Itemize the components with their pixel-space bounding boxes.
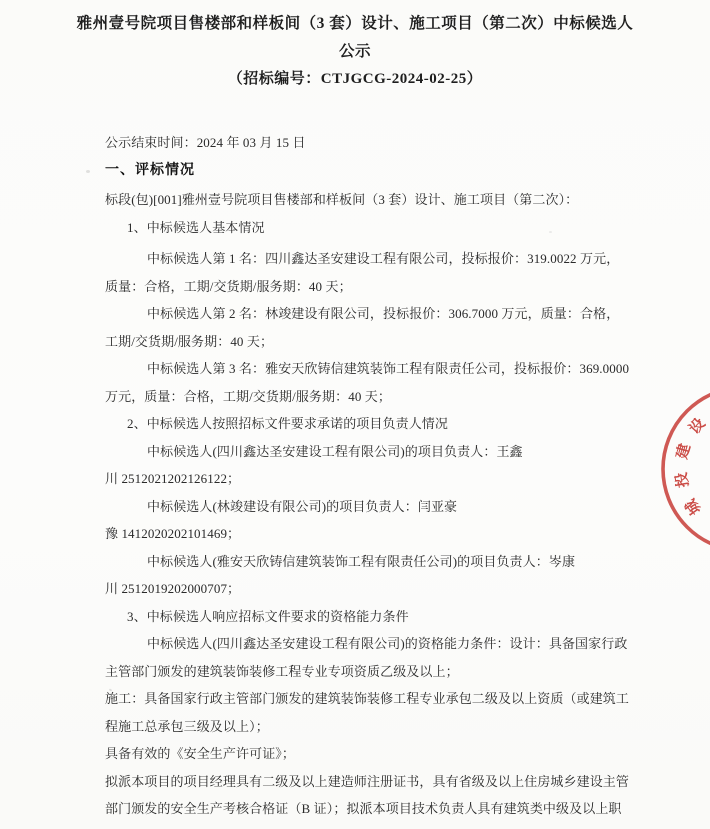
scan-noise-speck [86, 170, 90, 173]
section-heading: 一、评标情况 [105, 161, 195, 177]
document-title-line1: 雅州壹号院项目售楼部和样板间（3 套）设计、施工项目（第二次）中标候选人 [76, 15, 634, 32]
doc-line-lot: 标段(包)[001]雅州壹号院项目售楼部和样板间（3 套）设计、施工项目（第二次）： [105, 192, 579, 207]
doc-line-manager1: 中标候选人(四川鑫达圣安建设工程有限公司)的项目负责人：王鑫 [147, 444, 523, 459]
stamp-char-icon: 设 [686, 415, 709, 438]
doc-line-manager3: 中标候选人(雅安天欣铸信建筑装饰工程有限责任公司)的项目负责人：岑康 [147, 554, 576, 569]
doc-line-qualification2: 主管部门颁发的建筑装饰装修工程专业专项资质乙级及以上； [105, 664, 459, 679]
doc-line-qualification1: 中标候选人(四川鑫达圣安建设工程有限公司)的资格能力条件：设计：具备国家行政 [147, 636, 628, 651]
doc-line-candidate1: 中标候选人第 1 名：四川鑫达圣安建设工程有限公司，投标报价：319.0022 万元， [147, 251, 620, 266]
doc-line-manager3-id: 川 2512019202000707； [105, 581, 241, 596]
doc-line-candidate3: 中标候选人第 3 名：雅安天欣铸信建筑装饰工程有限责任公司，投标报价：369.0000 [147, 361, 630, 376]
doc-line-candidate3-cont: 万元，质量：合格，工期/交货期/服务期：40 天； [105, 389, 391, 404]
stamp-char-icon: 建 [674, 442, 694, 461]
doc-line-candidate2-cont: 工期/交货期/服务期：40 天； [105, 334, 274, 349]
doc-line-item1: 1、中标候选人基本情况 [127, 220, 265, 235]
stamp-circle-icon [663, 387, 710, 551]
official-red-stamp [650, 375, 710, 565]
doc-line-item3: 3、中标候选人响应招标文件要求的资格能力条件 [127, 609, 409, 624]
doc-line-candidate1-cont: 质量：合格，工期/交货期/服务期：40 天； [105, 279, 352, 294]
doc-line-manager1-id: 川 2512021202126122； [105, 471, 241, 486]
stamp-char-icon: 投 [673, 471, 693, 489]
doc-line-qualification6: 拟派本项目的项目经理具有二级及以上建造师注册证书，具有省级及以上住房城乡建设主管 [105, 774, 630, 789]
doc-line-manager2: 中标候选人(林竣建设有限公司)的项目负责人：闫亚豪 [147, 499, 458, 514]
publicity-end-time: 公示结束时间：2024 年 03 月 15 日 [105, 135, 306, 150]
tender-number: （招标编号：CTJGCG-2024-02-25） [227, 71, 483, 87]
stamp-char-icon: 城 [682, 495, 705, 518]
doc-line-qualification7: 部门颁发的安全生产考核合格证（B 证）；拟派本项目技术负责人具有建筑类中级及以上职 [105, 801, 622, 816]
doc-line-manager2-id: 豫 1412020202101469； [105, 526, 241, 541]
doc-line-candidate2: 中标候选人第 2 名：林竣建设有限公司，投标报价：306.7000 万元，质量：合格， [147, 306, 620, 321]
document-title-line2: 公示 [338, 43, 371, 60]
doc-line-qualification3: 施工：具备国家行政主管部门颁发的建筑装饰装修工程专业承包二级及以上资质（或建筑工 [105, 691, 630, 706]
doc-line-qualification5: 具备有效的《安全生产许可证》； [105, 746, 296, 761]
scan-noise-speck [549, 231, 552, 233]
doc-line-qualification4: 程施工总承包三级及以上）； [105, 719, 269, 734]
doc-line-item2: 2、中标候选人按照招标文件要求承诺的项目负责人情况 [127, 416, 449, 431]
